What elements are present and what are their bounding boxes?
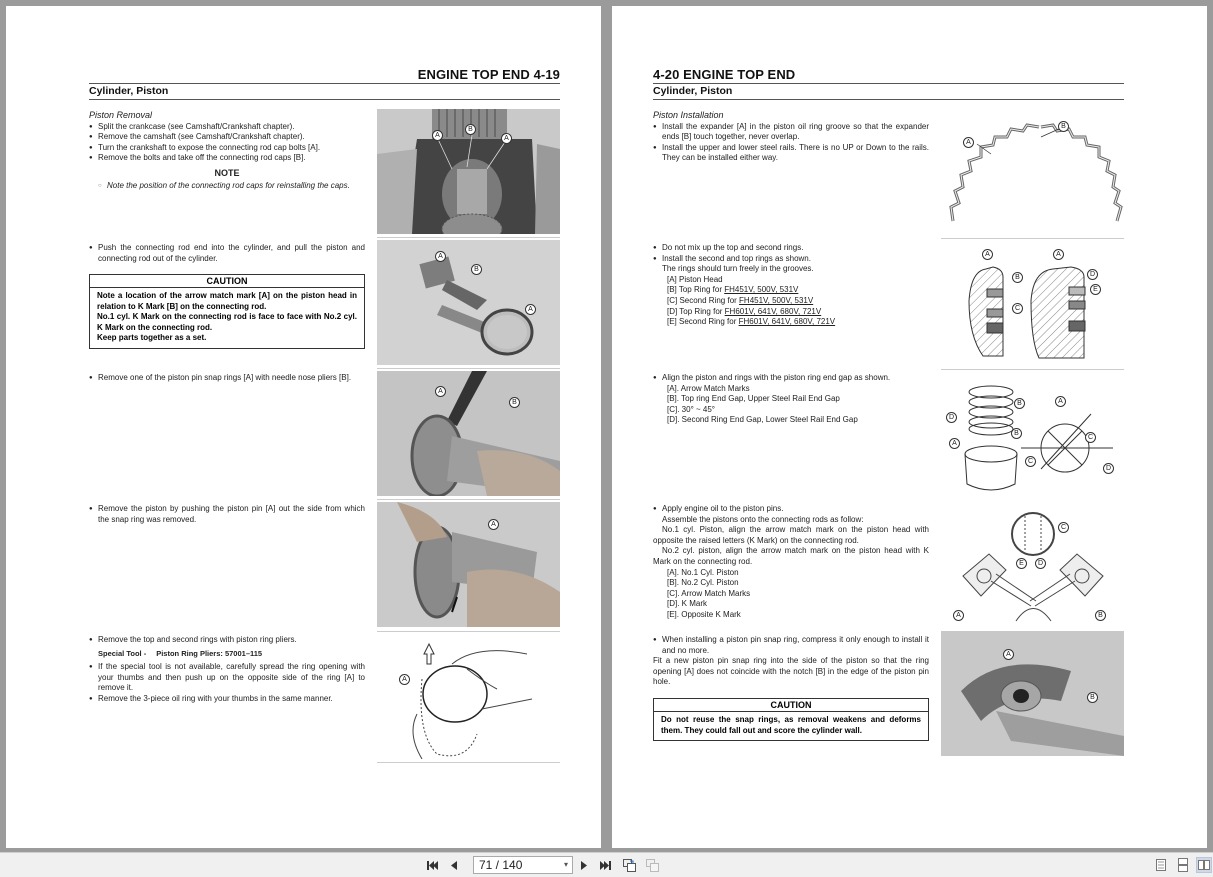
step: ● Remove the top and second rings with piston ring pliers.: [89, 635, 365, 646]
legend-item: [C]. Arrow Match Marks: [667, 588, 751, 598]
legend-item: [653, 275, 929, 286]
subheading: Piston Removal: [89, 110, 153, 120]
single-page-view-button[interactable]: [1153, 857, 1169, 873]
step: ● Push the connecting rod end into the cylinder, and pull the piston and connecting rod out of the cylinder.: [89, 243, 365, 264]
page-left: [6, 6, 601, 848]
assemble-pistons-steps: [653, 504, 929, 621]
caution-heading: CAUTION: [90, 275, 364, 288]
callout-d: D: [1087, 269, 1098, 280]
caution-heading: CAUTION: [654, 699, 928, 712]
callout-c: C: [1012, 303, 1023, 314]
step: ● Remove the bolts and take off the connecting rod caps [B].: [89, 153, 365, 164]
figure-snap-ring-photo: [377, 371, 560, 496]
ring-gap-steps: [653, 373, 929, 426]
first-page-button[interactable]: [425, 858, 440, 873]
caution-box: [653, 698, 929, 741]
section-title: Cylinder, Piston: [653, 85, 733, 97]
page-dropdown-icon[interactable]: ▾: [563, 860, 568, 869]
two-page-view-button[interactable]: [1196, 857, 1212, 873]
callout-a: A: [982, 249, 993, 260]
caution-box: [89, 274, 365, 349]
step: ● Remove the 3-piece oil ring with your thumbs in the same manner.: [89, 694, 365, 705]
piston-installation-steps: [653, 110, 929, 164]
step: ● Align the piston and rings with the piston ring end gap as shown.: [653, 373, 929, 384]
legend-item: [D]. K Mark: [667, 599, 708, 609]
step: ● Apply engine oil to the piston pins.: [653, 504, 929, 515]
callout-b: B: [1014, 398, 1025, 409]
caution-text: [90, 288, 364, 348]
callout-b: B: [1012, 272, 1023, 283]
callout-a: A: [501, 133, 512, 144]
callout-d: D: [1103, 463, 1114, 474]
callout-a: A: [963, 137, 974, 148]
figure-divider: [941, 238, 1124, 239]
figure-ring-gap-diagram: [941, 374, 1124, 499]
figure-ring-removal-drawing: [377, 634, 560, 759]
figure-piston-pin-photo: [377, 502, 560, 627]
callout-b: B: [471, 264, 482, 275]
callout-d: D: [1035, 558, 1046, 569]
header-rule: [653, 83, 1124, 84]
section-title: Cylinder, Piston: [89, 85, 169, 97]
figure-divider: [377, 762, 560, 763]
step: ● If the special tool is not available, carefully spread the ring opening with your thumbs and then push up on the opposite side of the ring [A] to remove it.: [89, 662, 365, 694]
legend-key: [A] Piston Head: [667, 274, 723, 284]
piston-removal-steps: [89, 110, 365, 191]
previous-page-button[interactable]: [447, 858, 462, 873]
step-paragraph: Fit a new piston pin snap ring into the side of the piston so that the ring opening [A] does not coincide with the notch [B] in the edge of the piston pin hole.: [653, 656, 929, 687]
next-view-icon: [645, 858, 660, 873]
caution-line: No.1 cyl. K Mark on the connecting rod is face to face with No.2 cyl. K Mark on the connecting rod.: [97, 312, 357, 332]
legend-item: [C]. 30° ~ 45°: [667, 404, 715, 414]
remove-rings-steps: [89, 635, 365, 705]
callout-b: B: [1087, 692, 1098, 703]
step: ● Install the second and top rings as shown.: [653, 254, 929, 265]
go-forward-view-button[interactable]: [645, 858, 660, 873]
chapter-title: 4-20 ENGINE TOP END: [653, 67, 796, 82]
legend-key: [C] Second Ring for: [667, 295, 740, 305]
page-number-input[interactable]: [473, 856, 573, 874]
step: ● Do not mix up the top and second rings.: [653, 243, 929, 254]
callout-a: A: [432, 130, 443, 141]
page-indicator: 71 / 140: [479, 858, 523, 872]
snap-ring-install-steps: [653, 635, 929, 688]
legend-item: [653, 307, 929, 318]
previous-view-icon: [622, 858, 637, 873]
page-right: [612, 6, 1207, 848]
step: ● Turn the crankshaft to expose the connecting rod cap bolts [A].: [89, 143, 365, 154]
figure-divider: [377, 499, 560, 500]
legend-item: [B]. Top ring End Gap, Upper Steel Rail End Gap: [667, 394, 840, 404]
callout-b: B: [465, 124, 476, 135]
next-page-button[interactable]: [576, 858, 591, 873]
section-rule: [89, 99, 560, 100]
header-rule: [89, 83, 560, 84]
last-page-button[interactable]: [598, 858, 613, 873]
callout-a: A: [435, 386, 446, 397]
figure-ring-cross-section: [941, 241, 1124, 366]
step: ● Install the expander [A] in the piston oil ring groove so that the expander ends [B] touch together, never overlap.: [653, 122, 929, 143]
remove-piston-step: [89, 504, 365, 525]
callout-c: C: [1085, 432, 1096, 443]
legend-item: [A]. No.1 Cyl. Piston: [667, 567, 739, 577]
callout-b: B: [1011, 428, 1022, 439]
last-page-icon: [598, 858, 613, 873]
legend-item: [653, 285, 929, 296]
special-tool-label: Special Tool -: [98, 648, 147, 658]
legend-item: [653, 296, 929, 307]
legend-models: FH601V, 641V, 680V, 721V: [724, 306, 822, 316]
callout-a: A: [1003, 649, 1014, 660]
callout-a: A: [488, 519, 499, 530]
callout-b: B: [1058, 121, 1069, 132]
legend-item: [E]. Opposite K Mark: [667, 609, 741, 619]
callout-d: D: [946, 412, 957, 423]
legend-models: FH601V, 641V, 680V, 721V: [738, 317, 836, 327]
chapter-title: ENGINE TOP END 4-19: [417, 67, 560, 82]
snap-ring-step: [89, 373, 365, 384]
callout-a: A: [953, 610, 964, 621]
two-page-icon: [1197, 858, 1211, 872]
legend-models: FH451V, 500V, 531V: [739, 295, 814, 305]
callout-b: B: [1095, 610, 1106, 621]
legend-key: [B] Top Ring for: [667, 285, 725, 295]
prev-page-icon: [447, 858, 462, 873]
step: ● Install the upper and lower steel rails. There is no UP or Down to the rails. They can be installed either way.: [653, 143, 929, 164]
note-text: ○ Note the position of the connecting rod caps for reinstalling the caps.: [89, 181, 365, 192]
ring-install-steps: [653, 243, 929, 328]
step-continuation: Assemble the pistons onto the connecting rods as follow:: [662, 514, 864, 524]
navigation-toolbar: [0, 852, 1213, 877]
figure-oil-ring-expander: [941, 109, 1124, 234]
pull-piston-step: [89, 243, 365, 264]
caution-line: Keep parts together as a set.: [97, 333, 207, 343]
callout-e: E: [1016, 558, 1027, 569]
note-heading: NOTE: [214, 167, 240, 178]
single-page-icon: [1153, 857, 1169, 873]
legend-key: [D] Top Ring for: [667, 306, 725, 316]
callout-e: E: [1090, 284, 1101, 295]
caution-line: Note a location of the arrow match mark [A] on the piston head in relation to K Mark [B] on the connecting rod.: [97, 291, 357, 311]
continuous-page-icon: [1175, 857, 1191, 873]
callout-a: A: [949, 438, 960, 449]
first-page-icon: [425, 858, 440, 873]
legend-models: FH451V, 500V, 531V: [724, 285, 799, 295]
step: ● Remove the piston by pushing the piston pin [A] out the side from which the snap ring was removed.: [89, 504, 365, 525]
step-paragraph: No.2 cyl. piston, align the arrow match mark on the piston head with K Mark on the connecting rod.: [653, 546, 929, 566]
legend-key: [E] Second Ring for: [667, 317, 739, 327]
figure-divider: [941, 369, 1124, 370]
step: ● Remove the camshaft (see Camshaft/Crankshaft chapter).: [89, 132, 365, 143]
go-back-view-button[interactable]: [622, 858, 637, 873]
figure-divider: [377, 237, 560, 238]
figure-divider: [377, 368, 560, 369]
step-continuation: The rings should turn freely in the grooves.: [662, 264, 814, 274]
figure-piston-rod-orientation: [941, 506, 1124, 631]
figure-snap-ring-photo: [941, 631, 1124, 756]
figure-divider: [377, 631, 560, 632]
special-tool-value: Piston Ring Pliers: 57001–115: [156, 648, 263, 658]
legend-item: [A]. Arrow Match Marks: [667, 383, 750, 393]
callout-c: C: [1058, 522, 1069, 533]
callout-a: A: [1053, 249, 1064, 260]
legend-item: [653, 317, 929, 328]
step-paragraph: No.1 cyl. Piston, align the arrow match mark on the piston head with opposite the raised letters (K Mark) on the connecting rod.: [653, 525, 929, 545]
legend-item: [D]. Second Ring End Gap, Lower Steel Rail End Gap: [667, 415, 858, 425]
callout-c: C: [1025, 456, 1036, 467]
step: ● When installing a piston pin snap ring, compress it only enough to install it and no more.: [653, 635, 929, 656]
callout-b: B: [509, 397, 520, 408]
caution-text: Do not reuse the snap rings, as removal weakens and deforms them. They could fall out and score the cylinder wall.: [661, 715, 921, 735]
next-page-icon: [576, 858, 591, 873]
continuous-view-button[interactable]: [1175, 857, 1191, 873]
section-rule: [653, 99, 1124, 100]
legend-item: [B]. No.2 Cyl. Piston: [667, 578, 739, 588]
step: ● Remove one of the piston pin snap rings [A] with needle nose pliers [B].: [89, 373, 365, 384]
step: ● Split the crankcase (see Camshaft/Crankshaft chapter).: [89, 122, 365, 133]
figure-piston-rod-photo: [377, 240, 560, 365]
callout-a: A: [1055, 396, 1066, 407]
callout-a: A: [435, 251, 446, 262]
special-tool: [89, 649, 365, 660]
figure-rod-caps-photo: [377, 109, 560, 234]
callout-a: A: [525, 304, 536, 315]
subheading: Piston Installation: [653, 110, 724, 120]
callout-a: A: [399, 674, 410, 685]
